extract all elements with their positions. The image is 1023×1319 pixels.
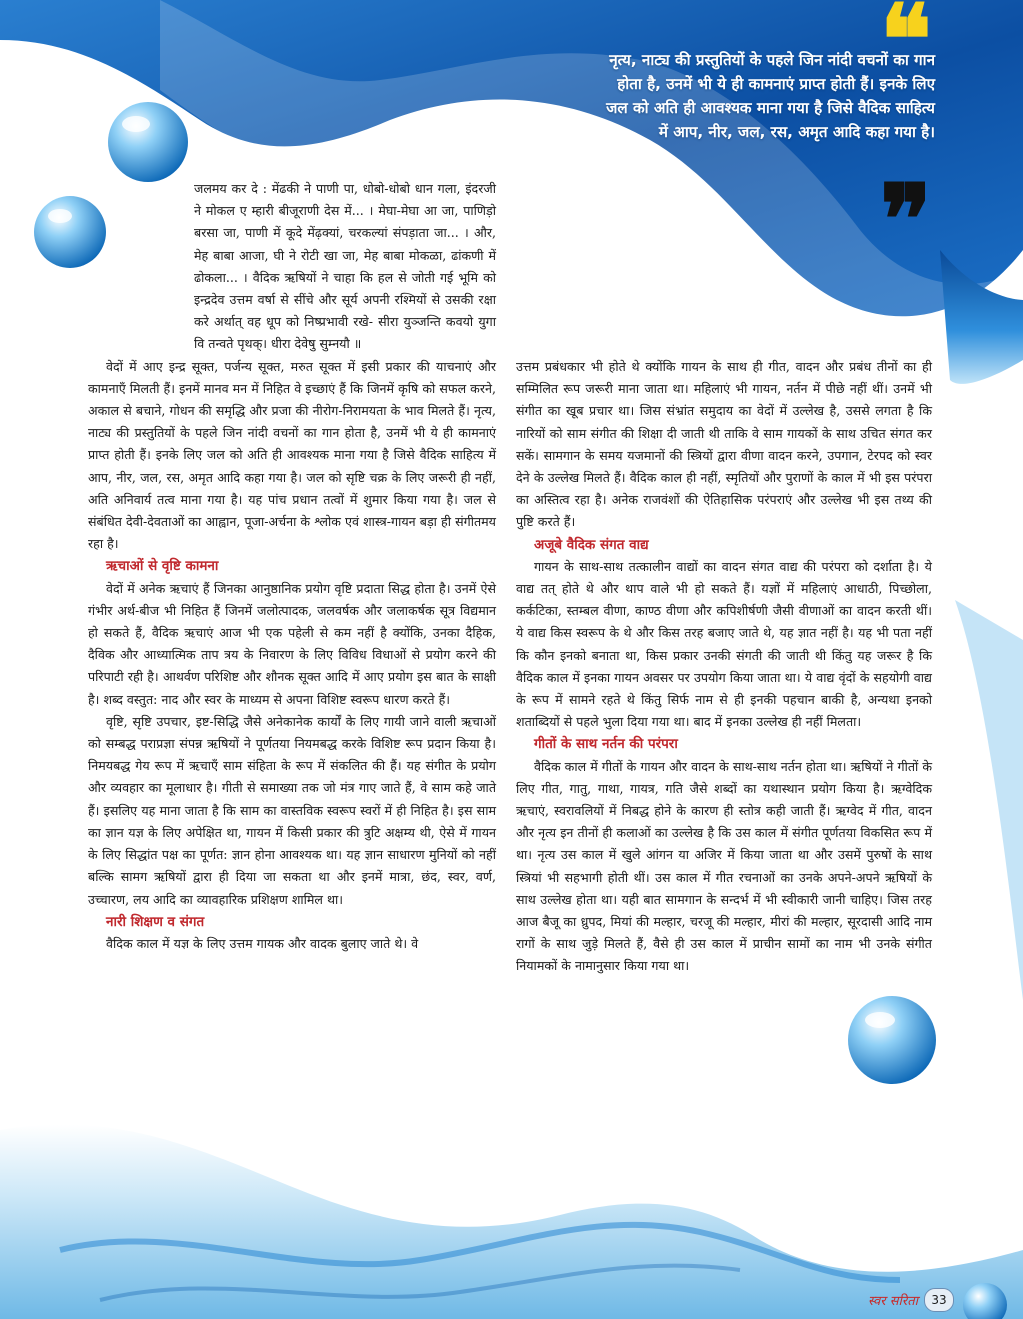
paragraph: उत्तम प्रबंधकार भी होते थे क्योंकि गायन के साथ ही गीत, वादन और प्रबंध तीनों का ही सम्मिलित रूप जरूरी माना जाता था। महिलाएं भी गायन, नर्तन में पीछे नहीं थीं। उनमें भी संगीत का खूब प्रचार था। जिस संभ्रांत समुदाय का वेदों में उल्लेख है, उससे लगता है कि नारियों को साम संगीत की शिक्षा दी जाती थी ताकि वे साम गायकों के साथ उचित संगत कर सकें। सामगान के समय यजमानों की स्त्रियों द्वारा वीणा वादन करने, उपगान, टेरपद को स्वर देने के उल्लेख मिलते हैं। वैदिक काल ही नहीं, स्मृतियों और पुराणों के काल में भी इस परंपरा का अस्तित्व रहा है। अनेक राजवंशों की ऐतिहासिक परंपराएं और उल्लेख भी इस तथ्य की पुष्टि करते हैं। [516,359,932,530]
opening-quote-mark-icon: ❝ [880,0,932,96]
paragraph: वेदों में आए इन्द्र सूक्त, पर्जन्य सूक्त, मरुत सूक्त में इसी प्रकार की याचनाएं और कामनाएँ मिलती हैं। इनमें मानव मन में निहित वे इच्छाएं हैं कि जिनमें कृषि को सफल करने, अकाल से बचाने, गोधन की समृद्धि और प्रजा की नीरोग-निरामयता के भाव मिलते हैं। नृत्य, नाट्य की प्रस्तुतियों के पहले जिन नांदी वचनों का गान होता है, उनमें भी ये ही कामनाएं प्राप्त होती हैं। इनके लिए जल को अति ही आवश्यक माना गया है जिसे वैदिक साहित्य में आप, नीर, जल, रस, अमृत आदि कहा गया है। जल को सृष्टि चक्र के लिए जरूरी ही नहीं, अति अनिवार्य तत्व माना गया है। यह पांच प्रधान तत्वों में शुमार किया गया है। जल से संबंधित देवी-देवताओं का आह्वान, पूजा-अर्चना के श्लोक एवं शास्त्र-गायन बड़ा ही संगीतमय रहा है। [88,358,496,552]
section-heading: गीतों के साथ नर्तन की परंपरा [534,736,678,753]
page-footer [868,1288,954,1312]
paragraph: वेदों में अनेक ऋचाएं हैं जिनका आनुष्ठानिक प्रयोग वृष्टि प्रदाता सिद्ध होता है। उनमें ऐसे गंभीर अर्थ-बीज भी निहित हैं जिनमें जलोत्पादक, जलवर्षक और जलाकर्षक सूत्र विद्यमान हो सकते हैं, वैदिक ऋचाएं आज भी एक पहेली से कम नहीं है क्योंकि, उनका दैहिक, दैविक और आध्यात्मिक ताप त्रय के निवारण के लिए विविध विधाओं से प्रयोग करने की परिपाटी रही है। आथर्वण परिशिष्ट और शौनक सूक्त आदि में आए प्रयोग इस बात के साक्षी है। शब्द वस्तुत: नाद और स्वर के माध्यम से अपना विशिष्ट स्वरूप धारण करते हैं। [88,580,496,707]
paragraph: वृष्टि, सृष्टि उपचार, इष्ट-सिद्धि जैसे अनेकानेक कार्यों के लिए गायी जाने वाली ऋचाओं को सम्बद्ध पराप्रज्ञा संपन्न ऋषियों ने पूर्णतया नियमबद्ध करके विशिष्ट रूप प्रदान किया है। निमयबद्ध गेय रूप में ऋचाएँ साम संहिता के रूप में संकलित की हैं। यह संगीत के प्रयोग और व्यवहार का मूलाधार है। गीती से समाख्या तक जो मंत्र गाए जाते हैं, वे साम कहे जाते हैं। इसलिए यह माना जाता है कि साम का वास्तविक स्वरूप स्वरों में ही निहित है। इस साम का ज्ञान यज्ञ के लिए अपेक्षित था, गायन में किसी प्रकार की त्रुटि अक्षम्य थी, ऐसे में गायन के लिए सिद्धांत पक्ष का पूर्णत: ज्ञान होना आवश्यक था। यह ज्ञान साधारण मुनियों को नहीं बल्कि सामग ऋषियों द्वारा ही दिया जा सकता था और इनमें मात्रा, छंद, स्वर, वर्ण, उच्चारण, लय आदि का व्यावहारिक प्रशिक्षण शामिल था। [88,713,496,907]
water-drop-icon [108,102,188,182]
paragraph: गायन के साथ-साथ तत्कालीन वाद्यों का वादन संगत वाद्य की परंपरा को दर्शाता है। ये वाद्य तत् होते थे और थाप वाले भी हो सकते हैं। यज्ञों में महिलाएं आधाठी, पिच्छोला, कर्कटिका, स्तम्बल वीणा, काण्ठ वीणा और कपिशीर्षणी जैसी वीणाओं का वादन करती थीं। ये वाद्य किस स्वरूप के थे और किस तरह बजाए जाते थे, यह ज्ञात नहीं है। यह भी पता नहीं कि कौन इनको बनाता था, किस प्रकार उनकी संगती की जाती थी किंतु यह जरूर है कि वैदिक काल में इनका गायन अवसर पर उपयोग किया जाता था। ये वाद्य वृंदों के सहयोगी वाद्य के रूप में सामने रहते थे किंतु सिर्फ नाम से ही इनकी पहचान बाकी है, अन्यथा इनको शताब्दियों से पहले भुला दिया गया था। बाद में इनका उल्लेख ही नहीं मिलता। [516,558,932,730]
closing-quote-mark-icon: ❞ [880,163,932,276]
right-column [516,356,932,978]
section-heading: अजूबे वैदिक संगत वाद्य [534,536,649,553]
paragraph: वैदिक काल में यज्ञ के लिए उत्तम गायक और वादक बुलाए जाते थे। वे [106,935,419,951]
section-heading: ऋचाओं से वृष्टि कामना [106,558,219,575]
paragraph: वैदिक काल में गीतों के गायन और वादन के साथ-साथ नर्तन होता था। ऋषियों ने गीतों के लिए गीत, गातु, गाथा, गायत्र, गति जैसे शब्दों का यथास्थान प्रयोग किया है। ऋग्वेदिक ऋचाएं, स्वरावलियों में निबद्ध होने के कारण ही स्तोत्र कही जाती हैं। ऋग्वेद में गीत, वादन और नृत्य इन तीनों ही कलाओं का उल्लेख है कि उस काल में संगीत पूर्णतया विकसित रूप में था। नृत्य उस काल में खुले आंगन या अजिर में किया जाता था और उसमें पुरुषों के साथ स्त्रियां भी सहभागी होती थीं। उस काल में गीत रचनाओं का उनके अपने-अपने ऋषियों के साथ उल्लेख होता था। यही बात सामगान के सन्दर्भ में भी स्वीकारी जानी चाहिए। जिस तरह आज बैजू का ध्रुपद, मियां की मल्हार, चरजू की मल्हार, मीरां की मल्हार, सूरदासी आदि नाम रागों के साथ जुड़े मिलते हैं, वैसे ही उस काल में प्राचीन सामों का नाम भी उनके संगीत नियामकों के नामानुसार किया गया था। [516,758,932,974]
pull-quote: नृत्य, नाट्य की प्रस्तुतियों के पहले जिन नांदी वचनों का गान होता है, उनमें भी ये ही कामनाएं प्राप्त होती हैं। इनके लिए जल को अति ही आवश्यक माना गया है जिसे वैदिक साहित्य में आप, नीर, जल, रस, अमृत आदि कहा गया है। [606,51,935,141]
magazine-name: स्वर सरिता [868,1294,918,1309]
paragraph: जलमय कर दे : मेंढकी ने पाणी पा, धोबो-धोबो धान गला, इंदरजी ने मोकल ए म्हारी बीजूराणी देस में... । मेघा-मेघा आ जा, पाणिड़ो बरसा जा, पाणी में कूदे मेंढ़क्यां, चरकल्यां संपड़ाता जा... । और, मेह बाबा आजा, घी ने रोटी खा जा, मेह बाबा मोकळा, ढांकणी में ढोकला... । वैदिक ऋषियों ने चाहा कि हल से जोती गई भूमि को इन्द्रदेव उत्तम वर्षा से सींचे और सूर्य अपनी रश्मियों से उसकी रक्षा करे अर्थात् वह धूप को निष्प्रभावी रखे- सीरा युञ्जन्ति कवयो युगा वि तन्वते पृथक्। धीरा देवेषु सुम्नयौ ॥ [194,181,496,352]
page-number: 33 [924,1288,954,1312]
section-heading: नारी शिक्षण व संगत [106,913,205,930]
left-column [88,178,496,955]
